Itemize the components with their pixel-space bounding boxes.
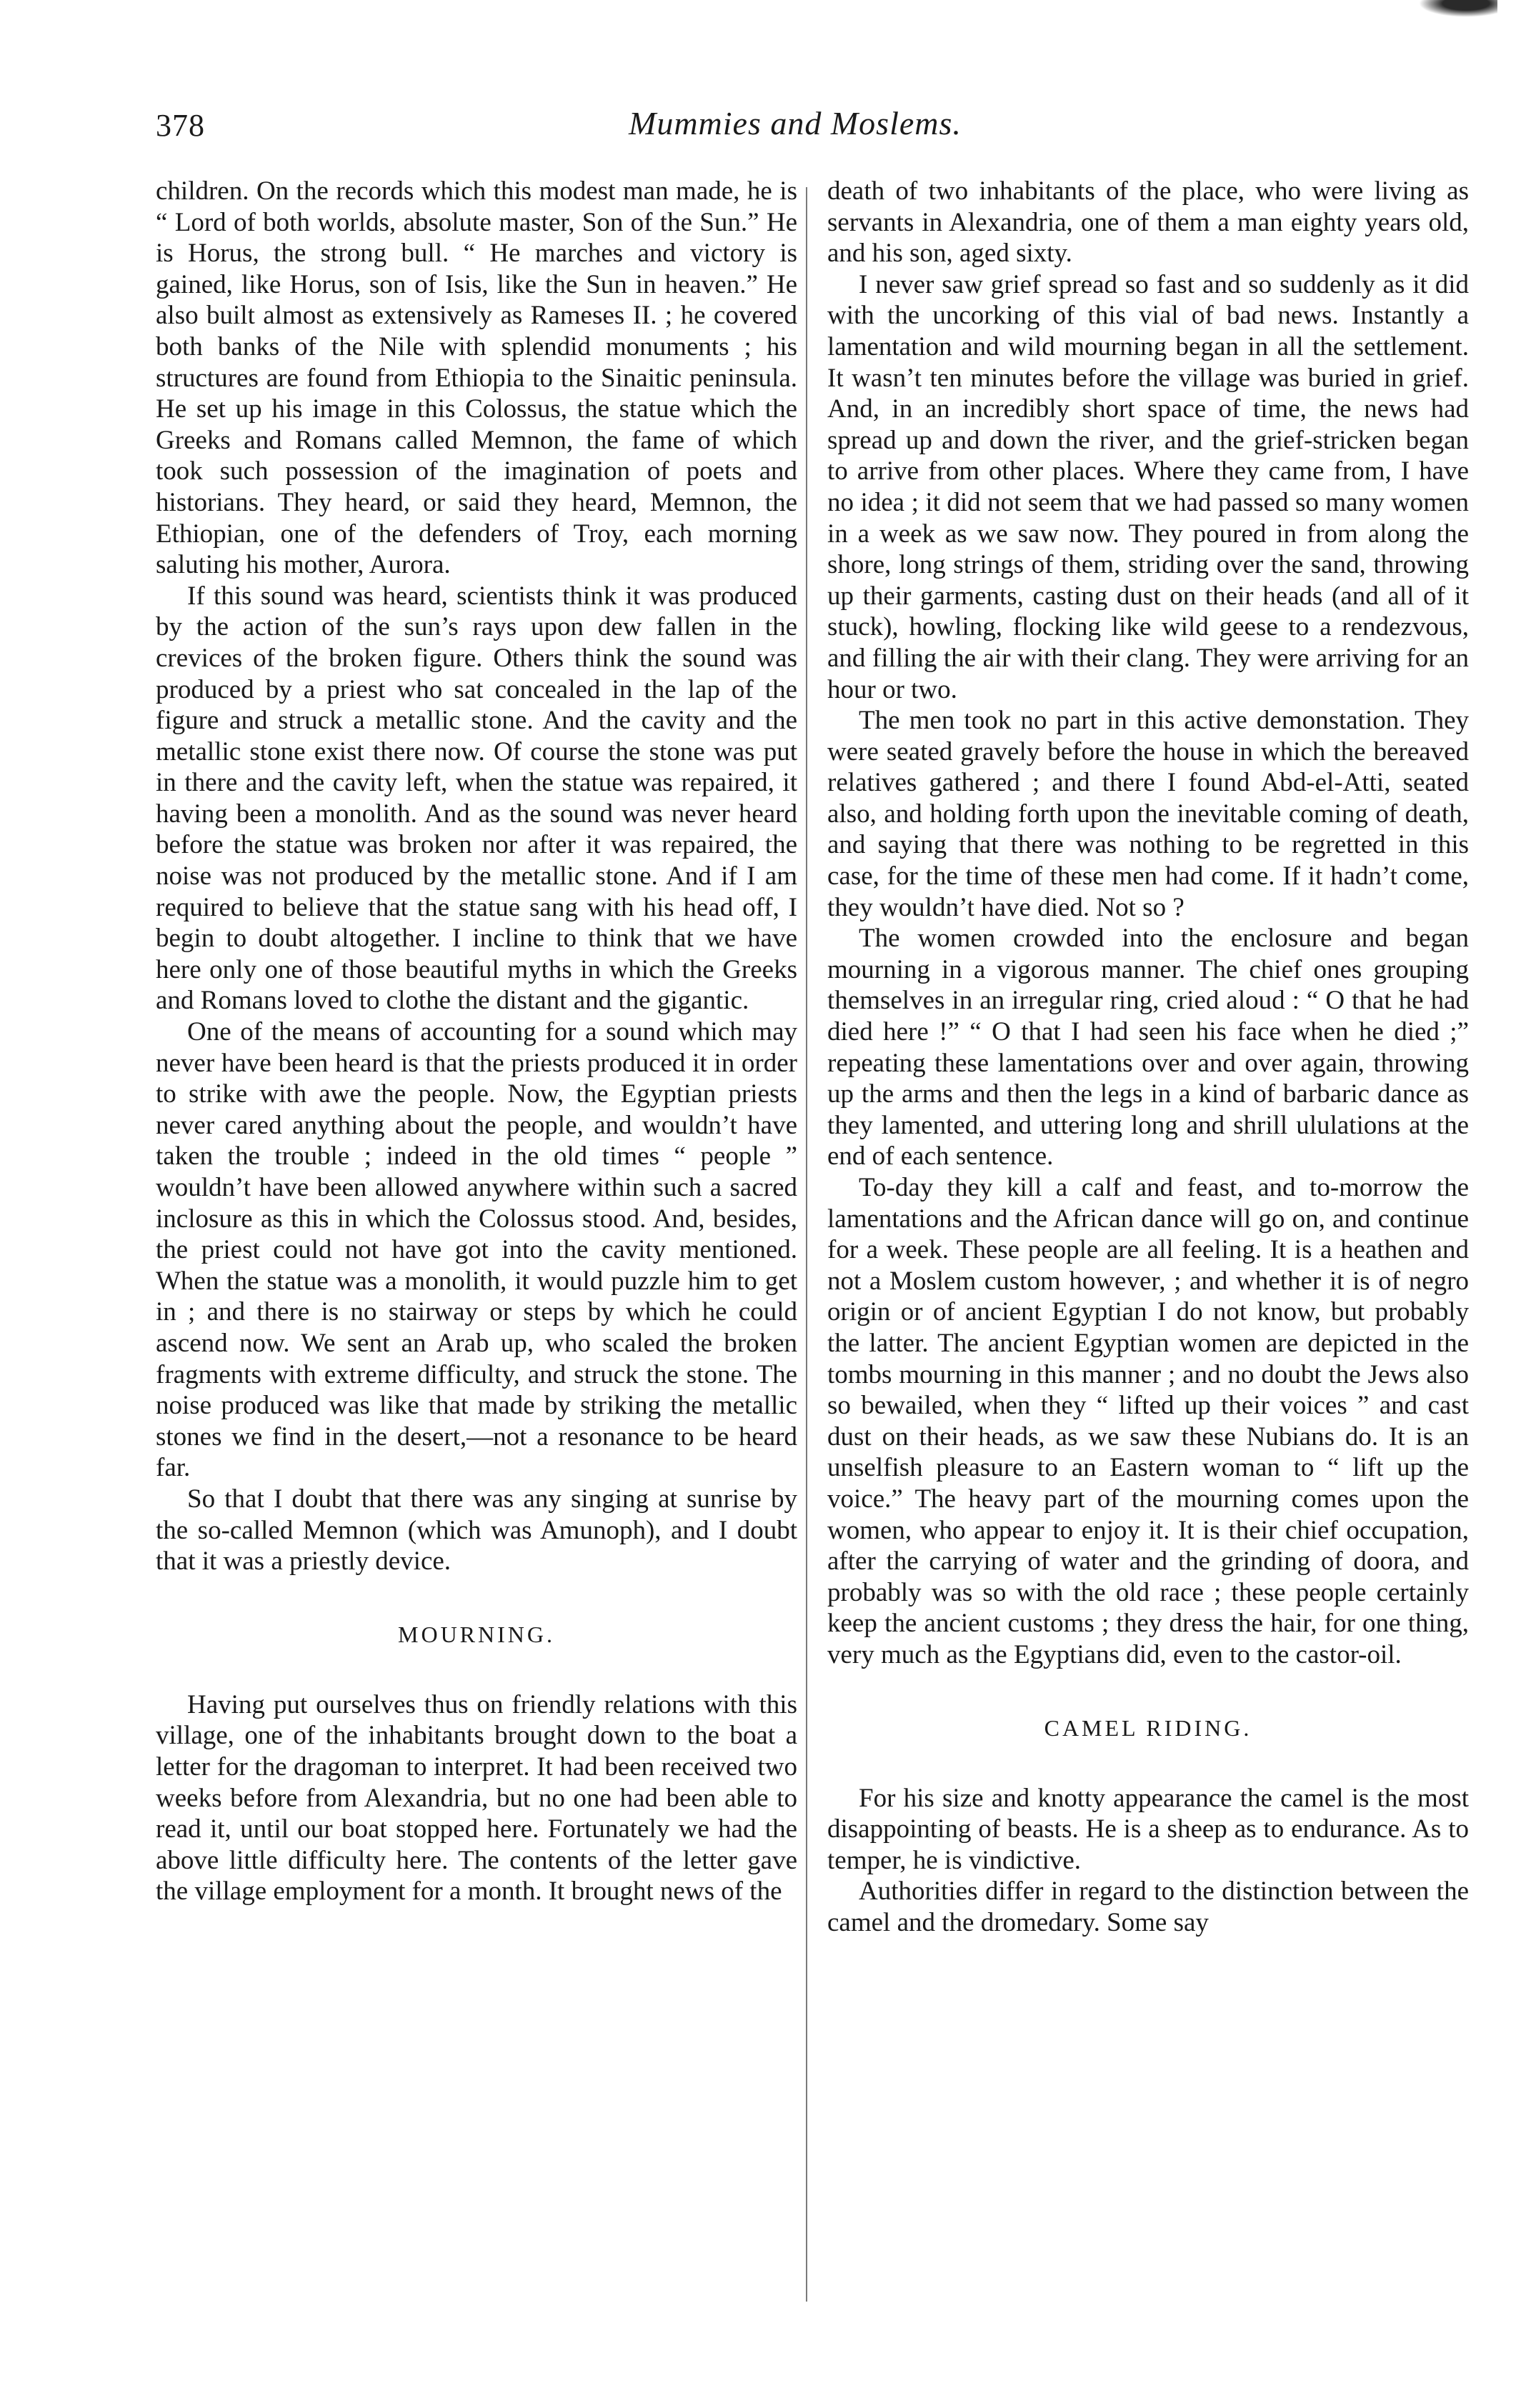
section-heading-mourning: MOURNING. [398, 1621, 555, 1647]
paragraph: death of two inhabitants of the place, who were living as servants in Alexandria, one of them a man eighty years old, and his son, aged sixty. [827, 176, 1469, 269]
paragraph: The women crowded into the enclosure and began mourning in a vigorous manner. The chief ones grouping themselves in an irregular ring, cried aloud : “ O that he had died here !” “ O that I had seen his face when he died ;” repeating these lamentations over and over again, throwing up the arms and then the legs in a kind of barbaric dance as they lamented, and uttering long and shrill ululations at the end of each sentence. [827, 924, 1469, 1171]
paragraph: If this sound was heard, scientists think it was produced by the action of the sun’s rays upon dew fallen in the crevices of the broken figure. Others think the sound was produced by a priest who sat concealed in the lap of the figure and struck a metallic stone. And the cavity and the metallic stone exist there now. Of course the stone was put in there and the cavity left, when the statue was repaired, it having been a monolith. And as the sound was never heard before the statue was broken nor after it was repaired, the noise was not produced by the metallic stone. And if I am required to believe that the statue sang with his head off, I begin to doubt altogether. I incline to think that we have here only one of those beautiful myths in which the Greeks and Romans loved to clothe the distant and the gigantic. [156, 581, 797, 1016]
paragraph: For his size and knotty appearance the camel is the most disappointing of beasts. He is a sheep as to endurance. As to temper, he is vindictive. [827, 1783, 1469, 1875]
paragraph: One of the means of accounting for a sound which may never have been heard is that the priests produced it in order to strike with awe the people. Now, the Egyptian priests never cared anything about the people, and wouldn’t have taken the trouble ; indeed in the old times “ people ” wouldn’t have been allowed anywhere within such a sacred inclosure as this in which the Colossus stood. And, besides, the priest could not have got into the cavity mentioned. When the statue was a monolith, it would puzzle him to get in ; and there is no stairway or steps by which he could ascend now. We sent an Arab up, who scaled the broken fragments with extreme difficulty, and struck the stone. The noise produced was like that made by striking the metallic stones we find in the desert,—not a resonance to be heard far. [156, 1017, 797, 1483]
paragraph: I never saw grief spread so fast and so suddenly as it did with the uncorking of this vial of bad news. Instantly a lamentation and wild mourning began in all the settlement. It wasn’t ten minutes before the village was buried in grief. And, in an incredibly short space of time, the news had spread up and down the river, and the grief-stricken began to arrive from other places. Where they came from, I have no idea ; it did not seem that we had passed so many women in a week as we saw now. They poured in from along the shore, long strings of them, striding over the sand, throwing up their garments, casting dust on their heads (and all of it stuck), howling, flocking like wild geese to a rendezvous, and filling the air with their clang. They were arriving for an hour or two. [827, 269, 1469, 704]
paragraph: children. On the records which this modest man made, he is “ Lord of both worlds, absolute master, Son of the Sun.” He is Horus, the strong bull. “ He marches and victory is gained, like Horus, son of Isis, like the Sun in heaven.” He also built almost as extensively as Rameses II. ; he covered both banks of the Nile with splendid monuments ; his structures are found from Ethiopia to the Sinaitic peninsula. He set up his image in this Colossus, the statue which the Greeks and Romans called Memnon, the fame of which took such possession of the imagination of poets and historians. They heard, or said they heard, Memnon, the Ethiopian, one of the defenders of Troy, each morning saluting his mother, Aurora. [156, 176, 797, 580]
ink-blot-mark [1419, 0, 1497, 17]
right-column [827, 176, 1469, 1938]
paragraph: The men took no part in this active demonstation. They were seated gravely before the house in which the bereaved relatives gathered ; and there I found Abd-el-Atti, seated also, and holding forth upon the inevitable coming of death, and saying that there was nothing to be regretted in this case, for the time of these men had come. If it hadn’t come, they wouldn’t have died. Not so ? [827, 706, 1469, 922]
column-divider [806, 187, 807, 2302]
paragraph: Having put ourselves thus on friendly relations with this village, one of the inhabitants brought down to the boat a letter for the dragoman to interpret. It had been received two weeks before from Alexandria, but no one had been able to read it, until our boat stopped here. Fortunately we had the above little difficulty here. The contents of the letter gave the village employment for a month. It brought news of the [156, 1689, 797, 1907]
paragraph: To-day they kill a calf and feast, and to-morrow the lamentations and the African dance will go on, and continue for a week. These people are all feeling. It is a heathen and not a Moslem custom however, ; and whether it is of negro origin or of ancient Egyptian I do not know, but probably the latter. The ancient Egyptian women are depicted in the tombs mourning in this manner ; and no doubt the Jews also so bewailed, when they “ lifted up their voices ” and cast dust on their heads, as we saw these Nubians do. It is an unselfish pleasure to an Eastern woman to “ lift up the voice.” The heavy part of the mourning comes upon the women, who appear to enjoy it. It is their chief occupation, after the carrying of water and the grinding of doora, and probably was so with the old race ; these people certainly keep the ancient customs ; they dress the hair, for one thing, very much as the Egyptians did, even to the castor-oil. [827, 1173, 1469, 1669]
left-column [156, 176, 797, 1907]
section-heading-camel-riding: CAMEL RIDING. [1044, 1714, 1252, 1741]
paragraph: Authorities differ in regard to the distinction between the camel and the dromedary. Some say [827, 1877, 1469, 1937]
paragraph: So that I doubt that there was any singing at sunrise by the so-called Memnon (which was Amunoph), and I doubt that it was a priestly device. [156, 1484, 797, 1577]
running-title: Mummies and Moslems. [629, 105, 962, 141]
page-number: 378 [156, 108, 205, 143]
